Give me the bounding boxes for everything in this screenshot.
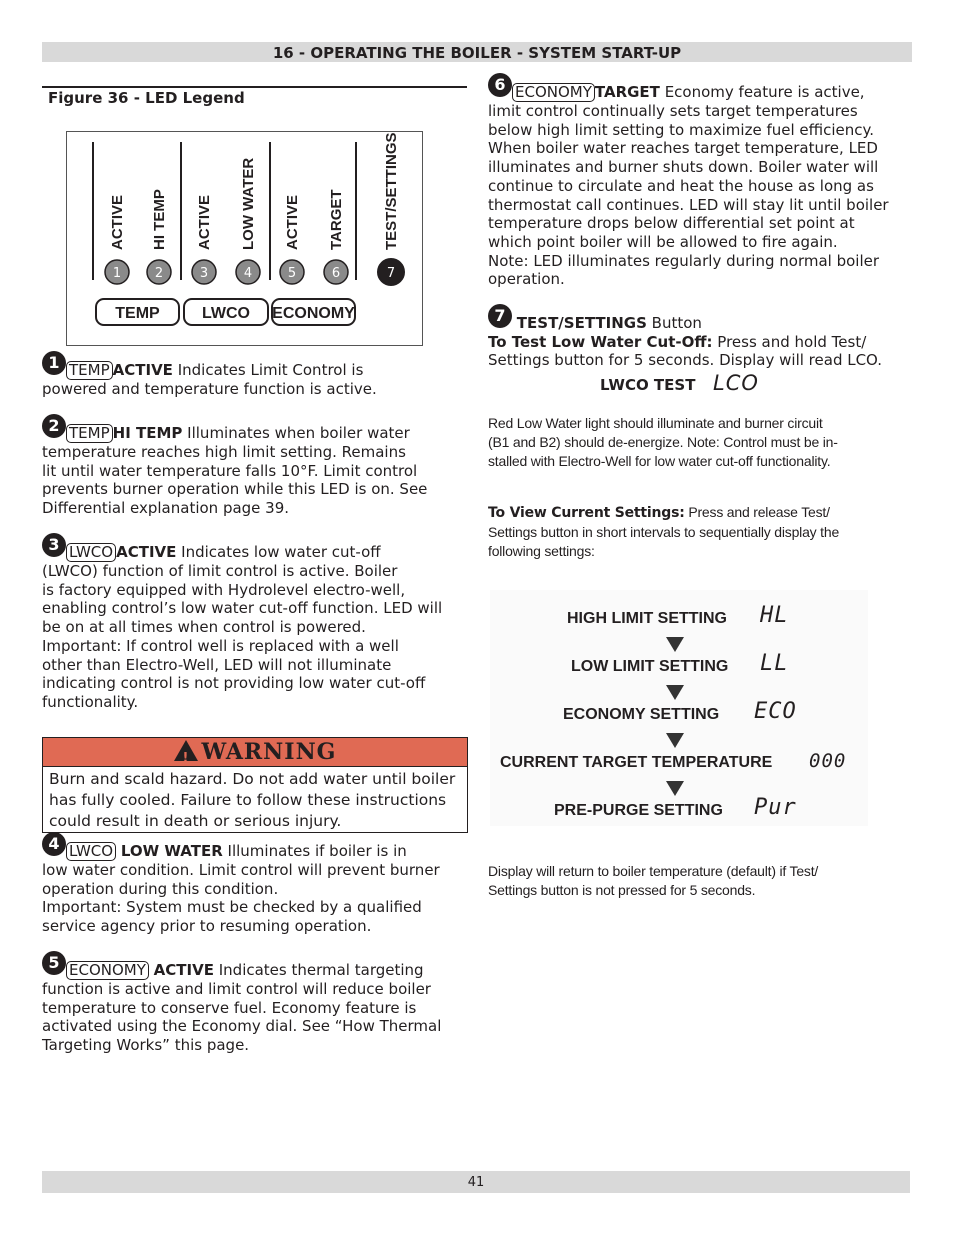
item-heading: LOW WATER	[120, 842, 223, 860]
return-line: Display will return to boiler temperature (default) if Test/	[488, 863, 819, 879]
number-badge-4: 4	[42, 832, 66, 856]
item-heading: HI TEMP	[112, 424, 183, 442]
note-line: stalled with Electro-Well for low water cut-off functionality.	[488, 453, 831, 469]
note-line: Red Low Water light should illuminate and burner circuit	[488, 415, 823, 431]
item-line: prevents burner operation while this LED is on. See	[42, 480, 428, 499]
lwco-display-readout: LCO	[713, 371, 759, 395]
view-settings-heading: To View Current Settings:	[488, 505, 685, 521]
group-button-label: TEMP	[115, 305, 160, 322]
item-text: Economy feature is active,	[659, 83, 865, 101]
group-button-label: ECONOMY	[272, 305, 355, 322]
warning-line: could result in death or serious injury.	[49, 812, 342, 830]
item-line: activated using the Economy dial. See “How Thermal	[42, 1017, 442, 1036]
number-badge-5: 5	[42, 951, 66, 975]
warning-line: Burn and scald hazard. Do not add water until boiler	[49, 770, 456, 788]
item-line: limit control continually sets target temperatures	[488, 102, 858, 120]
chip-temp: TEMP	[66, 424, 113, 443]
item-1	[42, 353, 467, 399]
warning-body	[43, 767, 467, 834]
item-line: (LWCO) function of limit control is active. Boiler	[42, 562, 398, 580]
item-line: service agency prior to resuming operation.	[42, 917, 372, 936]
item-line: Targeting Works” this page.	[42, 1036, 250, 1055]
item-5	[42, 953, 467, 1055]
chip-lwco: LWCO	[66, 842, 116, 861]
item-4	[42, 834, 467, 936]
lwco-test-text: Press and hold Test/	[712, 332, 867, 351]
view-text: Press and release Test/	[684, 504, 830, 520]
page-number: 41	[42, 1171, 910, 1193]
warning-box	[42, 737, 468, 833]
item-3	[42, 535, 467, 712]
item-line: temperature drops below differential set point at	[488, 214, 855, 233]
led-number: 1	[112, 266, 122, 281]
item-6	[488, 75, 913, 289]
led-label: TEST/SETTINGS	[383, 132, 400, 250]
return-line: Settings button is not pressed for 5 seconds.	[488, 882, 756, 898]
chip-lwco: LWCO	[66, 543, 116, 562]
item-line: other than Electro-Well, LED will not illuminate	[42, 655, 392, 674]
item-2	[42, 416, 467, 518]
item-heading: ACTIVE	[116, 543, 177, 561]
item-line: temperature reaches high limit setting. Remains	[42, 443, 406, 461]
note-line: (B1 and B2) should de-energize. Note: Control must be in-	[488, 434, 838, 450]
item-line: low water condition. Limit control will prevent burner	[42, 861, 440, 879]
warning-title: WARNING	[201, 739, 337, 765]
led-number: 5	[287, 266, 297, 281]
setting-label-high-limit: HIGH LIMIT SETTING	[567, 610, 727, 627]
setting-display-low-limit: LL	[760, 651, 789, 676]
chip-economy: ECONOMY	[66, 961, 149, 980]
item-text: powered and temperature function is active.	[42, 380, 377, 398]
item-heading: TARGET	[594, 83, 660, 101]
item-text: Illuminates when boiler water	[182, 424, 410, 442]
item-line: Differential explanation page 39.	[42, 499, 290, 518]
warning-line: has fully cooled. Failure to follow these instructions	[49, 791, 447, 809]
setting-display-pre-purge: Pur	[754, 795, 797, 820]
number-badge-2: 2	[42, 414, 66, 438]
group-button-label: LWCO	[202, 305, 250, 322]
warning-header	[43, 738, 467, 767]
item-line: operation during this condition.	[42, 879, 279, 898]
led-label: TARGET	[328, 189, 345, 250]
led-number: 4	[243, 266, 253, 281]
item-text: Illuminates if boiler is in	[222, 842, 407, 860]
item-line: functionality.	[42, 692, 139, 711]
down-arrow-icon	[666, 781, 684, 796]
item-line: function is active and limit control will reduce boiler	[42, 980, 431, 998]
view-line: Settings button in short intervals to sequentially display the	[488, 524, 840, 540]
item-text: Indicates thermal targeting	[213, 961, 424, 979]
item-line: When boiler water reaches target temperature, LED	[488, 139, 878, 158]
item-line: thermostat call continues. LED will stay lit until boiler	[488, 195, 889, 214]
number-badge-1: 1	[42, 351, 66, 375]
item-line: operation.	[488, 270, 565, 289]
chip-temp: TEMP	[66, 361, 113, 380]
item-line: is factory equipped with Hydrolevel electro-well,	[42, 580, 406, 599]
item-line: Note: LED illuminates regularly during normal boiler	[488, 251, 880, 270]
item-line: below high limit setting to maximize fuel efficiency.	[488, 120, 875, 139]
setting-label-pre-purge: PRE-PURGE SETTING	[554, 802, 723, 819]
item-heading: TEST/SETTINGS	[516, 314, 647, 332]
item-heading: ACTIVE	[112, 361, 173, 379]
item-line: continue to circulate and heat the house as long as	[488, 176, 874, 195]
view-settings-text	[488, 503, 913, 561]
led-number: 2	[154, 266, 164, 281]
item-line: temperature to conserve fuel. Economy feature is	[42, 998, 417, 1017]
chip-economy: ECONOMY	[512, 83, 595, 102]
item-line: be on at all times when control is powered.	[42, 618, 366, 637]
item-line: Important: System must be checked by a qualified	[42, 898, 422, 917]
item-line: which point boiler will be allowed to fire again.	[488, 232, 838, 251]
return-note	[488, 862, 913, 900]
figure-rule	[42, 86, 467, 88]
led-label: LOW WATER	[240, 157, 257, 250]
item-line: illuminates and burner shuts down. Boiler water will	[488, 158, 879, 177]
down-arrow-icon	[666, 637, 684, 652]
item-line: indicating control is not providing low water cut-off	[42, 674, 426, 693]
setting-display-current-target: 000	[809, 750, 847, 772]
item-7	[488, 306, 913, 370]
item-text: Indicates Limit Control is	[172, 361, 364, 379]
item-text: Button	[646, 314, 702, 332]
item-line: enabling control’s low water cut-off function. LED will	[42, 599, 443, 618]
down-arrow-icon	[666, 685, 684, 700]
view-line: following settings:	[488, 543, 595, 559]
led-number: 7	[386, 266, 396, 281]
lwco-note	[488, 414, 913, 471]
lwco-test-text: Settings button for 5 seconds. Display will read LCO.	[488, 351, 883, 370]
led-label: ACTIVE	[196, 194, 213, 250]
lwco-test-heading: To Test Low Water Cut-Off:	[488, 332, 713, 351]
led-number: 6	[331, 266, 341, 281]
setting-label-current-target: CURRENT TARGET TEMPERATURE	[500, 754, 773, 771]
warning-triangle-icon	[174, 740, 198, 761]
figure-title: Figure 36 - LED Legend	[48, 89, 245, 107]
led-label: HI TEMP	[151, 189, 168, 250]
item-line: lit until water temperature falls 10°F. Limit control	[42, 461, 418, 480]
setting-label-economy: ECONOMY SETTING	[563, 706, 720, 723]
item-heading: ACTIVE	[153, 961, 214, 979]
led-legend-graphic	[67, 132, 422, 345]
number-badge-3: 3	[42, 533, 66, 557]
lwco-test-label: LWCO TEST	[600, 376, 696, 394]
setting-label-low-limit: LOW LIMIT SETTING	[571, 658, 729, 675]
section-header: 16 - OPERATING THE BOILER - SYSTEM START-UP	[42, 42, 912, 62]
setting-display-economy: ECO	[754, 699, 797, 724]
number-badge-7: 7	[488, 304, 512, 328]
setting-display-high-limit: HL	[760, 603, 789, 628]
led-label: ACTIVE	[284, 194, 301, 250]
led-label: ACTIVE	[109, 194, 126, 250]
down-arrow-icon	[666, 733, 684, 748]
settings-sequence-panel	[490, 590, 868, 826]
item-line: Important: If control well is replaced with a well	[42, 636, 399, 655]
number-badge-6: 6	[488, 73, 512, 97]
led-legend-panel	[66, 131, 423, 346]
item-text: Indicates low water cut-off	[176, 543, 381, 561]
led-number: 3	[199, 266, 209, 281]
